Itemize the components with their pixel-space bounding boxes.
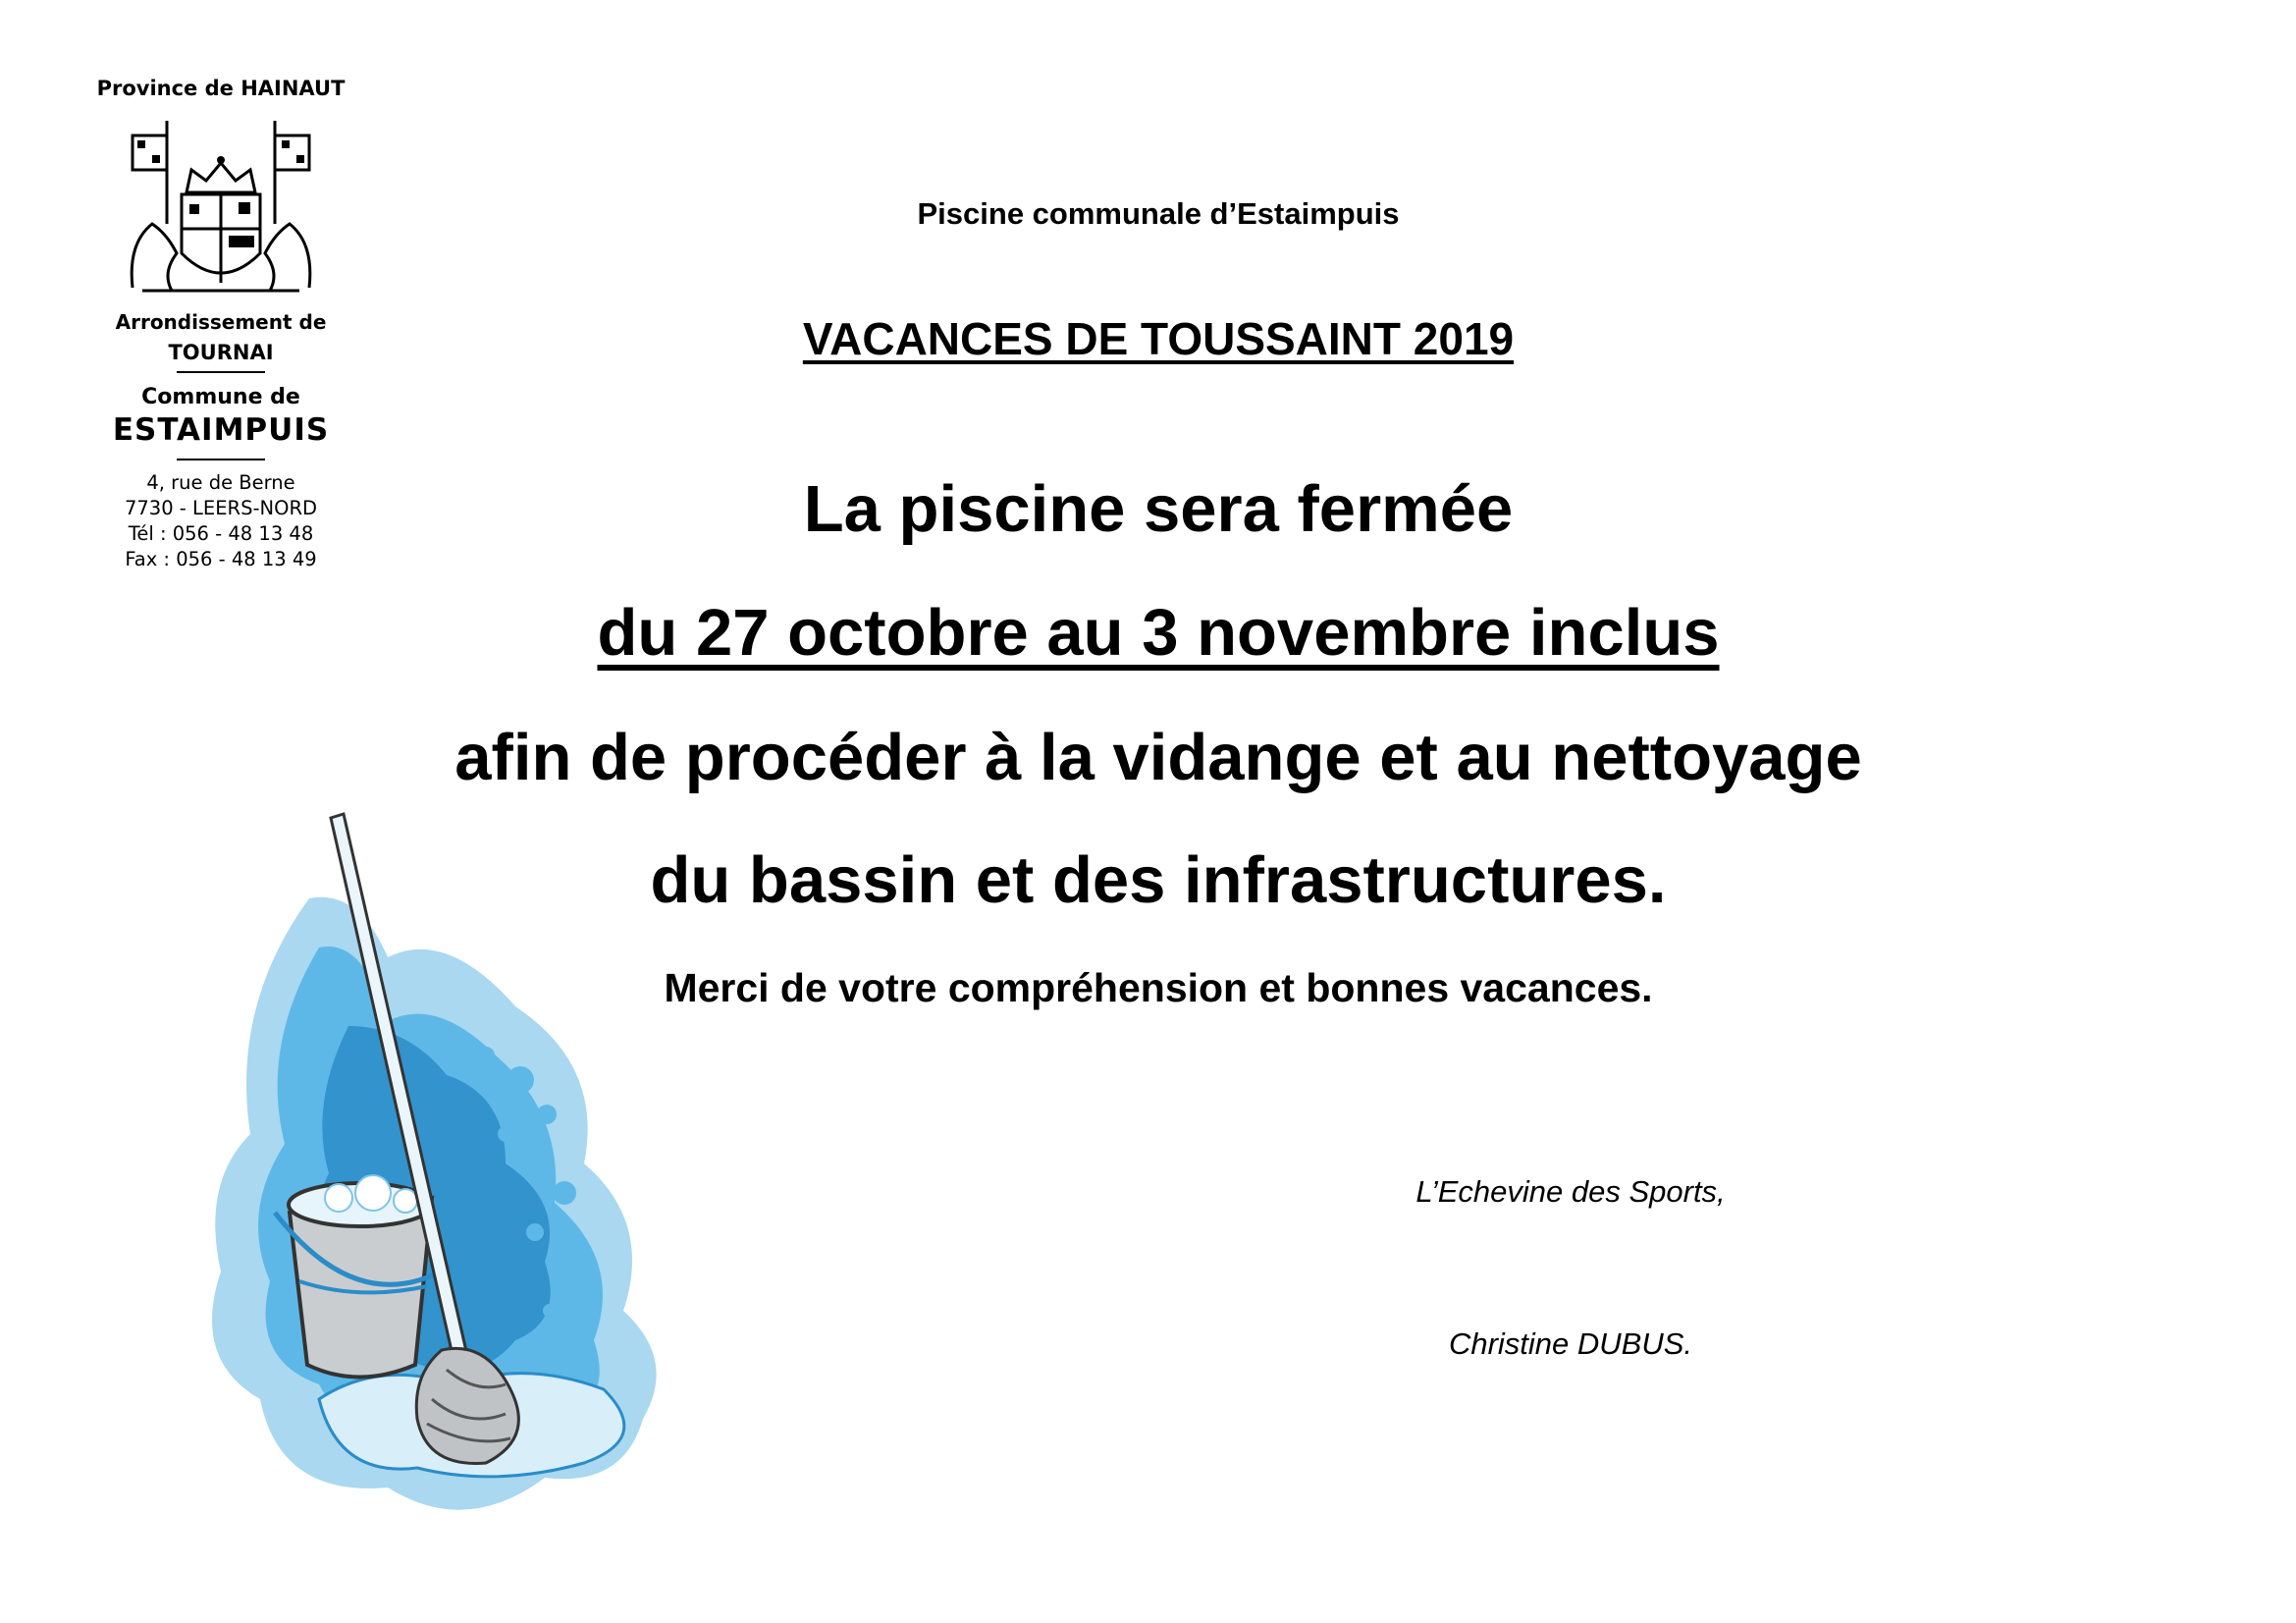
notice-line-1: La piscine sera fermée — [803, 472, 1514, 546]
notice-subtitle: Piscine communale d’Estaimpuis — [917, 196, 1400, 231]
notice-heading: VACANCES DE TOUSSAINT 2019 — [802, 313, 1515, 364]
mop-bucket-illustration — [191, 810, 677, 1537]
province-label: Province de HAINAUT — [96, 77, 346, 100]
notice-line-2: du 27 octobre au 3 novembre inclus — [597, 596, 1720, 670]
divider — [177, 371, 265, 373]
address-fax: Fax : 056 - 48 13 49 — [125, 548, 317, 570]
notice-line-4: du bassin et des infrastructures. — [650, 843, 1667, 917]
notice-thanks: Merci de votre compréhension et bonnes vacances. — [664, 965, 1653, 1010]
signature-role: L’Echevine des Sports, — [1415, 1174, 1726, 1209]
notice-line-3: afin de procéder à la vidange et au nettoyage — [454, 721, 1862, 794]
commune-name: ESTAIMPUIS — [112, 412, 330, 448]
divider — [177, 459, 265, 460]
signature-name: Christine DUBUS. — [1448, 1326, 1693, 1361]
arrondissement-name: TOURNAI — [168, 341, 274, 364]
address-phone: Tél : 056 - 48 13 48 — [128, 522, 314, 545]
address-street: 4, rue de Berne — [146, 471, 295, 494]
address-city: 7730 - LEERS-NORD — [124, 497, 318, 519]
commune-label: Commune de — [141, 385, 300, 409]
arrondissement-label: Arrondissement de — [115, 310, 327, 334]
